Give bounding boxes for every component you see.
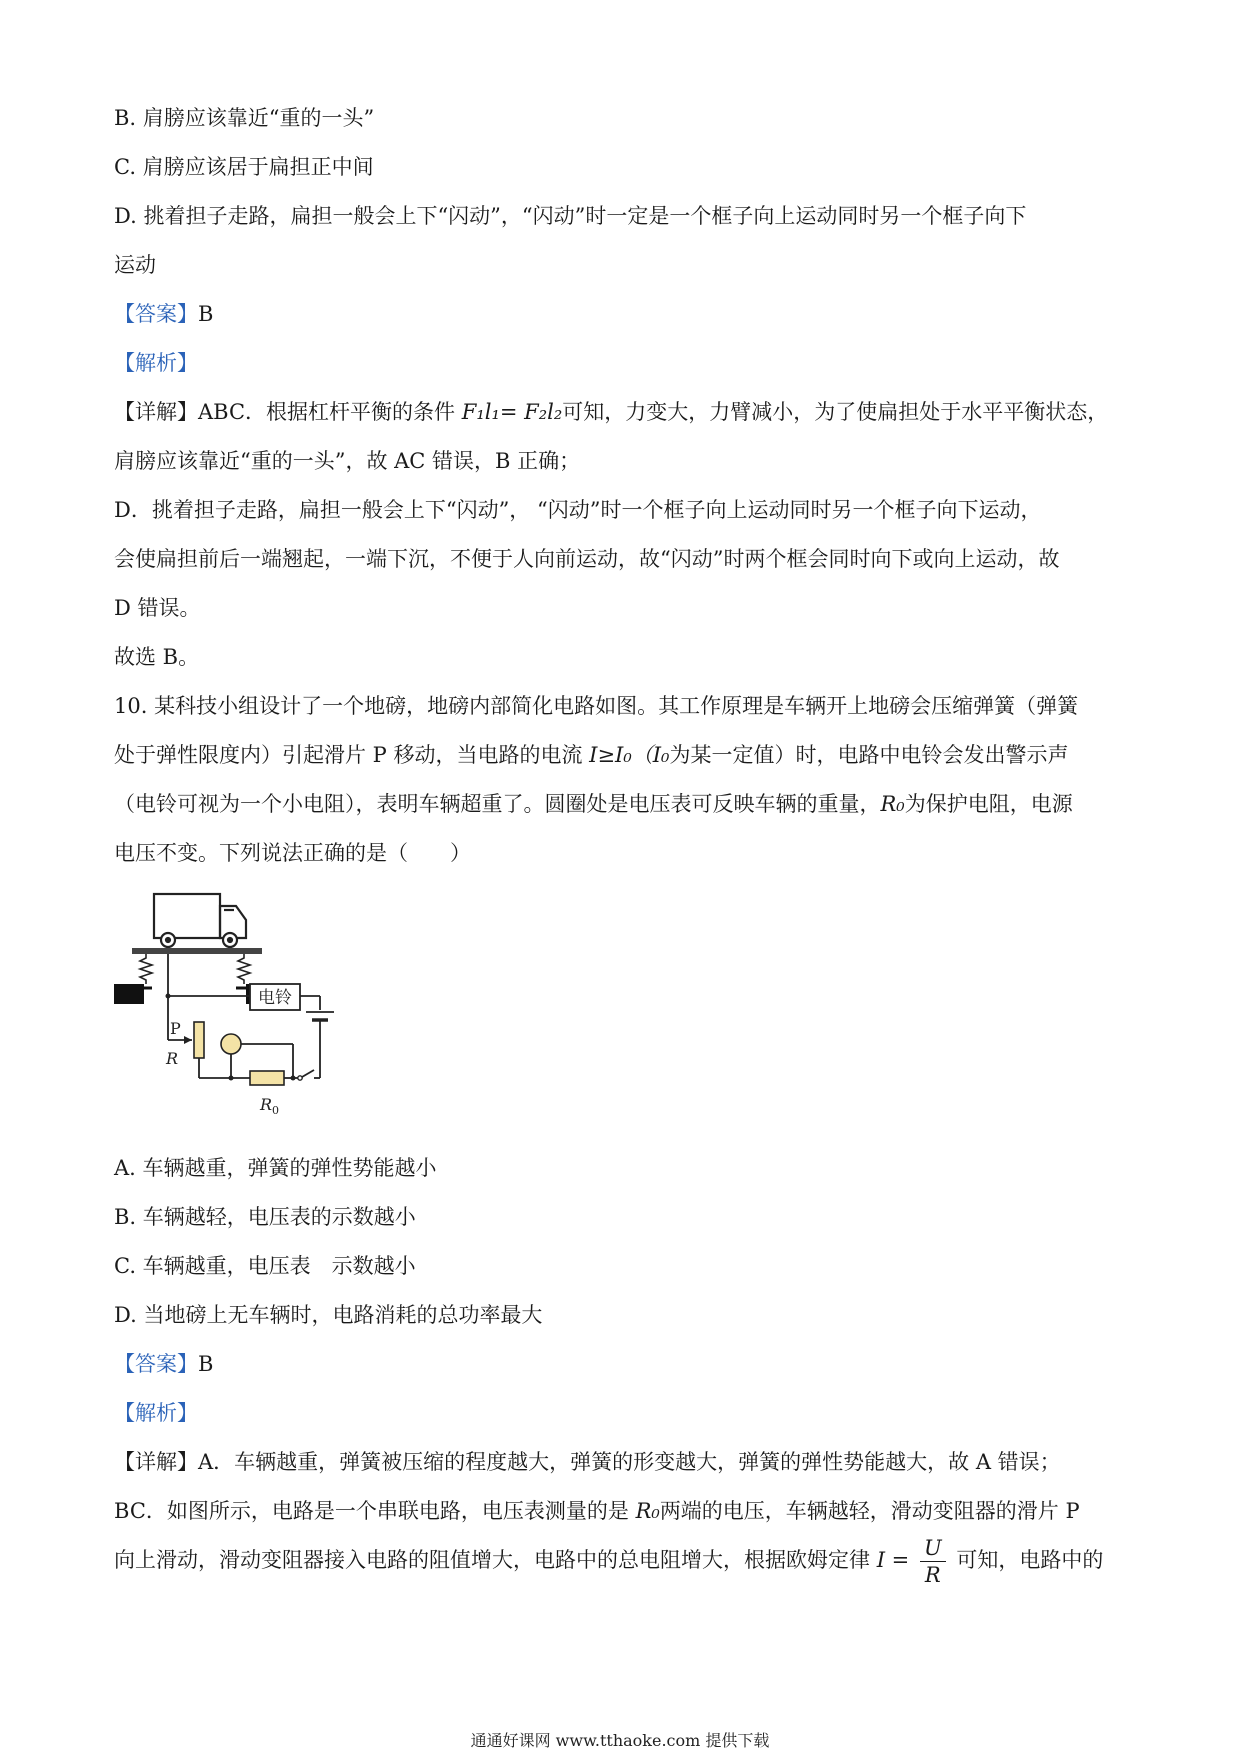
prev-detail-line5: D 错误。 (114, 596, 201, 620)
prev-conclusion: 故选 B。 (114, 645, 200, 669)
q10-option-c: C. 车辆越重，电压表 示数越小 (114, 1254, 416, 1278)
current-condition: I≥I₀（I₀ (589, 743, 670, 767)
detail-label: 【详解】 (114, 400, 198, 424)
prev-detail-line1 (114, 397, 1134, 427)
slider-label: P (170, 1019, 181, 1038)
slider-arrow (184, 1036, 192, 1044)
switch-contact (298, 1076, 302, 1080)
prev-option-d-line1: D. 挑着担子走路，扁担一般会上下“闪动”，“闪动”时一定是一个框子向上运动同时另一个框子向下 (114, 204, 1027, 228)
scale-platform (132, 948, 262, 954)
prev-detail-line3: D．挑着担子走路，扁担一般会上下“闪动”， “闪动”时一个框子向上运动同时另一个框子向下运动， (114, 498, 1042, 522)
detail-text: 可知，电路中的 (956, 1548, 1104, 1572)
q10-detail-line3 (114, 1530, 1134, 1590)
q10-option-a: A. 车辆越重，弹簧的弹性势能越小 (114, 1156, 437, 1180)
detail-text: 向上滑动，滑动变阻器接入电路的阻值增大，电路中的总电阻增大，根据欧姆定律 (114, 1548, 870, 1572)
detail-text: 两端的电压，车辆越轻，滑动变阻器的滑片 P (659, 1499, 1080, 1523)
detail-text: BC．如图所示，电路是一个串联电路，电压表测量的是 (114, 1499, 636, 1523)
r0-symbol: R₀ (635, 1499, 660, 1523)
fraction-denominator: R (924, 1563, 941, 1587)
stem-text: （电铃可视为一个小电阻），表明车辆超重了。圆圈处是电压表可反映车辆的重量， (114, 792, 881, 816)
answer-label: 【答案】 (114, 1352, 198, 1376)
q10-stem-line4: 电压不变。下列说法正确的是（ ） (114, 841, 471, 865)
spring-right (238, 954, 250, 984)
prev-option-b: B. 肩膀应该靠近“重的一头” (114, 106, 375, 130)
ohm-law-fraction (920, 1535, 946, 1588)
ohm-law-lhs: I = (876, 1548, 910, 1572)
prev-option-c: C. 肩膀应该居于扁担正中间 (114, 155, 374, 179)
answer-value: B (198, 1352, 214, 1376)
q10-detail-line2 (114, 1496, 1134, 1526)
base-block-left (114, 984, 144, 1004)
weighbridge-circuit-figure (112, 888, 412, 1128)
stem-text: 处于弹性限度内）引起滑片 P 移动，当电路的电流 (114, 743, 590, 767)
resistor-label: $R_0$ (260, 1095, 280, 1117)
switch-blade (302, 1070, 314, 1077)
q10-stem-line2 (114, 740, 1134, 770)
q10-detail-line1 (114, 1447, 1134, 1477)
fraction-numerator: U (920, 1535, 946, 1562)
prev-option-d-line2: 运动 (114, 253, 156, 277)
battery-icon (306, 1012, 334, 1020)
q10-stem-line1: 10. 某科技小组设计了一个地磅，地磅内部简化电路如图。其工作原理是车辆开上地磅会压缩弹簧（弹簧 (114, 694, 1079, 718)
voltmeter-circle (221, 1034, 241, 1054)
protective-resistor (250, 1071, 284, 1085)
detail-text: ABC．根据杠杆平衡的条件 (198, 400, 456, 424)
answer-label: 【答案】 (114, 302, 198, 326)
prev-analysis-label (114, 348, 1134, 378)
q10-stem-line3 (114, 789, 1134, 819)
r0-symbol: R₀ (880, 792, 905, 816)
rheostat (194, 1022, 204, 1058)
prev-detail-line2: 肩膀应该靠近“重的一头”，故 AC 错误，B 正确； (114, 449, 581, 473)
lever-formula: F₁l₁= F₂l₂ (461, 400, 563, 424)
spring-left (140, 954, 152, 984)
stem-text: 为保护电阻，电源 (904, 792, 1073, 816)
q10-option-b: B. 车辆越轻，电压表的示数越小 (114, 1205, 416, 1229)
q10-analysis-label (114, 1398, 1134, 1428)
q10-option-d: D. 当地磅上无车辆时，电路消耗的总功率最大 (114, 1303, 543, 1327)
truck-icon (154, 894, 246, 947)
detail-text: 可知，力变大，力臂减小，为了使扁担处于水平平衡状态， (562, 400, 1109, 424)
analysis-label: 【解析】 (114, 1401, 198, 1425)
detail-label: 【详解】 (114, 1450, 198, 1474)
bell-label: 电铃 (258, 988, 292, 1008)
prev-detail-line4: 会使扁担前后一端翘起，一端下沉，不便于人向前运动，故“闪动”时两个框会同时向下或向上运动，故 (114, 547, 1060, 571)
rheostat-label: R (166, 1049, 179, 1068)
q10-answer (114, 1349, 1134, 1379)
page-footer: 通通好课网 www.tthaoke.com 提供下载 (470, 1731, 770, 1750)
detail-text: A．车辆越重，弹簧被压缩的程度越大，弹簧的形变越大，弹簧的弹性势能越大，故 A 错误； (198, 1450, 1061, 1474)
stem-text: 为某一定值）时，电路中电铃会发出警示声 (669, 743, 1069, 767)
answer-value: B (198, 302, 214, 326)
analysis-label: 【解析】 (114, 351, 198, 375)
prev-answer (114, 299, 1134, 329)
